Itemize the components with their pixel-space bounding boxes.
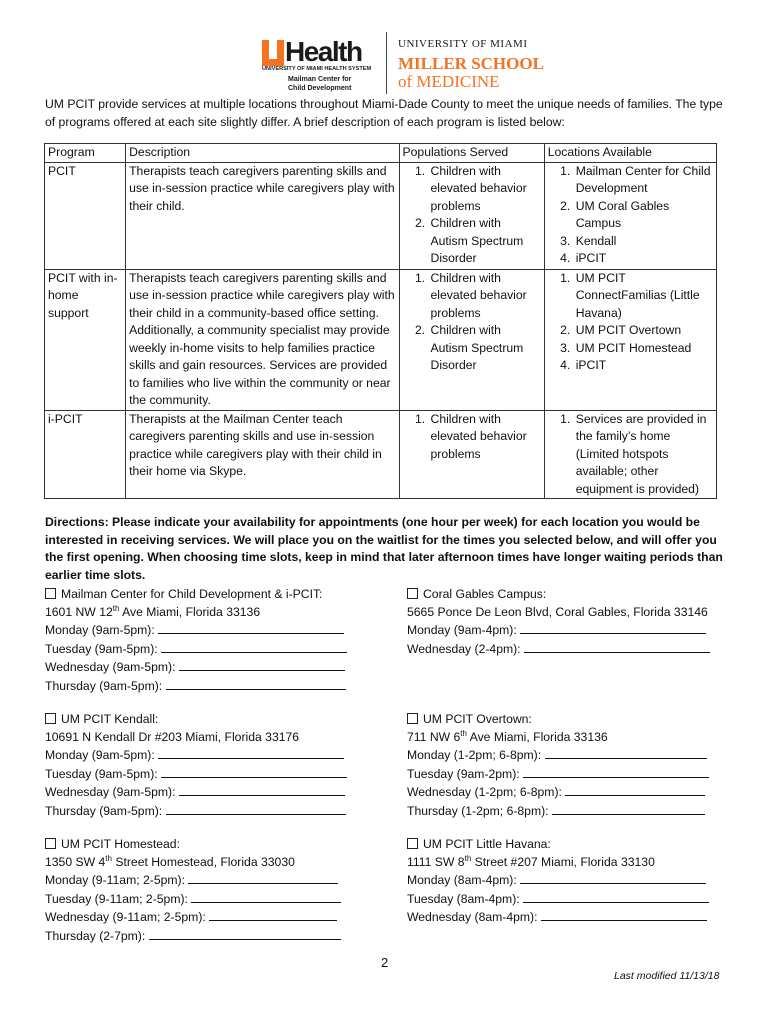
locations-cell [544,410,716,499]
locations-cell [544,269,716,410]
description-cell: Therapists at the Mailman Center teach caregivers parenting skills and use in-session practice while caregivers play with their child in their home via Skype. [126,410,399,499]
program-cell: PCIT with in-home support [45,269,126,410]
location-homestead [45,836,341,945]
slot-label: Monday (8am-4pm): [407,873,517,887]
list-item: 2. UM Coral Gables Campus [574,198,713,233]
location-little-havana [407,836,709,927]
slot-blank-field[interactable] [158,621,344,634]
checkbox-little-havana[interactable] [407,838,418,849]
location-title: UM PCIT Little Havana: [423,837,551,851]
list-item: 1. Mailman Center for Child Development [574,163,713,198]
list-item: 4. iPCIT [574,250,713,268]
list-item: 1. UM PCIT ConnectFamilias (Little Havana) [574,270,713,323]
slot-blank-field[interactable] [161,640,347,653]
slot-label: Monday (9am-4pm): [407,623,517,637]
description-cell: Therapists teach caregivers parenting skills and use in-session practice while caregivers play with their child. [126,162,399,269]
uhealth-logo [262,36,380,94]
slot-blank-field[interactable] [541,908,707,921]
miller-school-logo [398,38,558,91]
slot-label: Tuesday (9am-5pm): [45,641,158,656]
slot-blank-field[interactable] [209,908,337,921]
location-address: 5665 Ponce De Leon Blvd, Coral Gables, Florida 33146 [407,604,708,619]
directions-paragraph: Directions: Please indicate your availability for appointments (one hour per week) for each location you would be interested in receiving services. We will place you on the waitlist for the times you selected below, and will offer you the first opening. When choosing time slots, keep in mind that later afternoon times have longer waiting periods than earlier time slots. [45,515,723,582]
slot-label: Wednesday (8am-4pm): [407,910,538,924]
slot-blank-field[interactable] [179,658,345,671]
list-item: 2. Children with Autism Spectrum Disorder [429,215,541,268]
location-kendall [45,711,347,820]
location-address: 1111 SW 8th Street #207 Miami, Florida 33130 [407,853,655,869]
header-populations: Populations Served [399,144,544,163]
location-address: 1350 SW 4th Street Homestead, Florida 33030 [45,853,295,869]
checkbox-mailman[interactable] [45,588,56,599]
slot-blank-field[interactable] [161,765,347,778]
slot-blank-field[interactable] [520,871,706,884]
slot-label: Monday (1-2pm; 6-8pm): [407,748,542,762]
slot-label: Thursday (9am-5pm): [45,803,163,818]
list-item: 1. Children with elevated behavior problems [429,270,541,323]
slot-label: Tuesday (9-11am; 2-5pm): [45,891,188,906]
list-item: 4. iPCIT [574,357,713,375]
slot-blank-field[interactable] [552,802,705,815]
list-item: 3. Kendall [574,233,713,251]
program-cell: PCIT [45,162,126,269]
slot-blank-field[interactable] [565,783,705,796]
slot-label: Thursday (2-7pm): [45,928,146,943]
location-title: Coral Gables Campus: [423,587,547,601]
slot-label: Wednesday (1-2pm; 6-8pm): [407,785,562,799]
checkbox-kendall[interactable] [45,713,56,724]
programs-table [44,143,717,499]
table-header-row [45,144,717,163]
u-logo-icon [262,40,284,66]
slot-label: Thursday (1-2pm; 6-8pm): [407,803,549,818]
slot-blank-field[interactable] [166,802,346,815]
mailman-center-label: Mailman Center for Child Development [288,76,352,92]
location-address: 711 NW 6th Ave Miami, Florida 33136 [407,728,608,744]
location-title: UM PCIT Kendall: [61,712,159,726]
checkbox-homestead[interactable] [45,838,56,849]
populations-cell [399,269,544,410]
last-modified: Last modified 11/13/18 [614,970,720,982]
list-item: 2. UM PCIT Overtown [574,322,713,340]
table-row [45,410,717,499]
list-item: 3. UM PCIT Homestead [574,340,713,358]
slot-label: Tuesday (8am-4pm): [407,891,520,906]
list-item: 1. Services are provided in the family’s home (Limited hotspots available; other equipment is provided) [574,411,713,499]
slot-label: Wednesday (9am-5pm): [45,660,176,674]
slot-label: Monday (9am-5pm): [45,748,155,762]
slot-label: Wednesday (9-11am; 2-5pm): [45,910,206,924]
slot-blank-field[interactable] [523,765,709,778]
slot-label: Thursday (9am-5pm): [45,678,163,693]
slot-label: Monday (9-11am; 2-5pm): [45,873,185,887]
slot-label: Wednesday (2-4pm): [407,641,521,656]
slot-label: Tuesday (9am-2pm): [407,766,520,781]
locations-cell [544,162,716,269]
slot-blank-field[interactable] [520,621,706,634]
header-program: Program [45,144,126,163]
table-row [45,269,717,410]
location-mailman [45,586,347,695]
header-locations: Locations Available [544,144,716,163]
school-name-line1: MILLER SCHOOL [398,54,544,73]
intro-paragraph: UM PCIT provide services at multiple locations throughout Miami-Dade County to meet the unique needs of families. The type of programs offered at each site slightly differ. A brief description of each program is listed below: [45,97,723,129]
checkbox-coral-gables[interactable] [407,588,418,599]
slot-label: Wednesday (9am-5pm): [45,785,176,799]
location-address: 1601 NW 12th Ave Miami, Florida 33136 [45,603,261,619]
populations-cell [399,410,544,499]
location-address: 10691 N Kendall Dr #203 Miami, Florida 33176 [45,729,300,744]
page-number: 2 [381,955,389,970]
slot-label: Tuesday (9am-5pm): [45,766,158,781]
uhealth-mark [262,36,362,66]
slot-blank-field[interactable] [179,783,345,796]
slot-blank-field[interactable] [158,746,344,759]
slot-blank-field[interactable] [166,677,346,690]
slot-blank-field[interactable] [545,746,707,759]
logo-divider [386,32,387,94]
table-row [45,162,717,269]
slot-blank-field[interactable] [149,927,341,940]
list-item: 1. Children with elevated behavior problems [429,411,541,464]
uhealth-system-label: UNIVERSITY OF MIAMI HEALTH SYSTEM [262,66,372,72]
slot-blank-field[interactable] [188,871,338,884]
header-description: Description [126,144,399,163]
school-name-line2: of MEDICINE [398,72,500,91]
location-overtown [407,711,709,820]
slot-blank-field[interactable] [191,890,341,903]
slot-blank-field[interactable] [524,640,710,653]
location-title: UM PCIT Homestead: [61,837,180,851]
slot-label: Monday (9am-5pm): [45,623,155,637]
university-name: UNIVERSITY OF MIAMI [398,38,528,50]
checkbox-overtown[interactable] [407,713,418,724]
location-coral-gables [407,586,710,658]
list-item: 1. Children with elevated behavior problems [429,163,541,216]
slot-blank-field[interactable] [523,890,709,903]
uhealth-wordmark: Health [285,36,362,67]
location-title: Mailman Center for Child Development & i-PCIT: [61,587,323,601]
program-cell: i-PCIT [45,410,126,499]
description-cell: Therapists teach caregivers parenting skills and use in-session practice while caregivers play with their child in a community-based office setting. Additionally, a community specialist may provide weekly in-home visits to help families practice skills and gain resources. Services are provided to families who live within the community or near the community. [126,269,399,410]
location-title: UM PCIT Overtown: [423,712,532,726]
list-item: 2. Children with Autism Spectrum Disorder [429,322,541,375]
populations-cell [399,162,544,269]
